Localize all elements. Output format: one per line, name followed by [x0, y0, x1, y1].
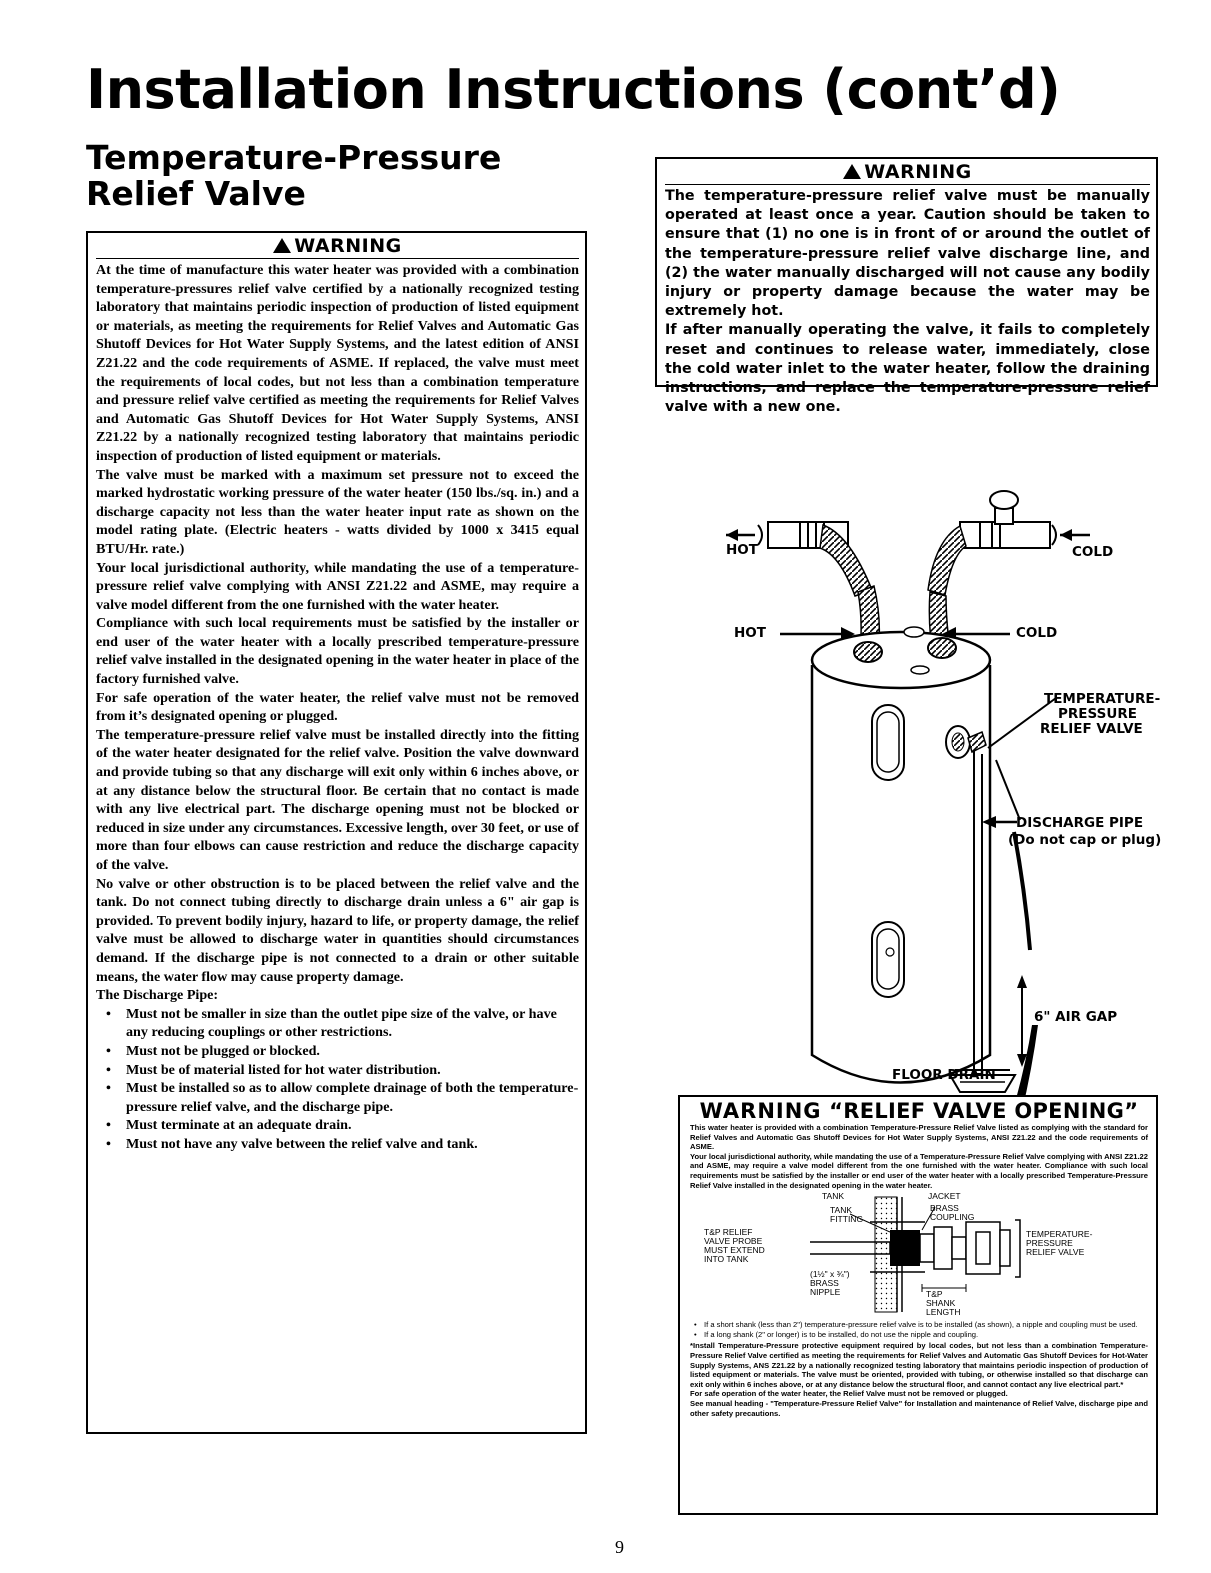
left-warning-paragraph: Compliance with such local requirements must be satisfied by the installer or end user of the water heater with a locally prescribed temperature-pressure relief valve installed in the designated opening in the water heater in place of the factory furnished valve.	[96, 615, 579, 688]
fig-label-jacket: JACKET	[928, 1191, 961, 1202]
fig-label-tp-valve: TEMPERATURE- PRESSURE RELIEF VALVE	[1026, 1229, 1093, 1258]
left-warning-heading: WARNING	[294, 235, 402, 257]
fig-label-brass-nipple: (1½" x ¾") BRASS NIPPLE	[810, 1269, 850, 1298]
fig-label-tank-fitting: TANK FITTING	[830, 1205, 864, 1225]
right-warning-box	[655, 157, 1158, 416]
relief-panel-bullets	[690, 1320, 1148, 1339]
right-warning-body	[665, 185, 1150, 417]
relief-panel-heading-warning: WARNING	[699, 1099, 822, 1123]
label-cold-top: COLD	[1072, 544, 1114, 560]
label-tp-valve-line3: RELIEF VALVE	[1040, 721, 1143, 737]
relief-panel-heading-text: “RELIEF VALVE OPENING”	[829, 1099, 1139, 1123]
list-item: • Must not be plugged or blocked.	[96, 1042, 579, 1061]
left-warning-header	[96, 233, 579, 259]
list-item: • If a short shank (less than 2") temperature-pressure relief valve is to be installed (as shown), a nipple and coupling must be used.	[690, 1320, 1148, 1330]
list-item: • Must not have any valve between the relief valve and tank.	[96, 1135, 579, 1154]
discharge-pipe-list	[96, 1005, 579, 1154]
label-hot-top: HOT	[726, 542, 758, 558]
label-floor-drain: FLOOR DRAIN	[892, 1067, 996, 1083]
relief-valve-opening-panel	[678, 1095, 1158, 1515]
warning-triangle-icon	[273, 238, 291, 253]
left-warning-paragraph: No valve or other obstruction is to be placed between the relief valve and the tank. Do not connect tubing directly to discharge drain unless a 6" air gap is provided. To prevent bodily injury, hazard to life, or property damage, the relief valve must be allowed to discharge water in quantities should circumstances demand. If the discharge pipe is not connected to a drain or other suitable means, the water flow may cause property damage.	[96, 875, 579, 985]
label-cold: COLD	[1016, 625, 1058, 641]
fig-label-tank: TANK	[822, 1191, 845, 1202]
list-item: • Must be of material listed for hot water distribution.	[96, 1061, 579, 1080]
left-warning-paragraph: For safe operation of the water heater, the relief valve must not be removed from it’s designated opening or plugged.	[96, 689, 579, 725]
relief-panel-footer: See manual heading - "Temperature-Pressure Relief Valve" for Installation and maintenance of Relief Valve, discharge pipe and other safety precautions.	[690, 1398, 1148, 1418]
right-warning-paragraph: The temperature-pressure relief valve must be manually operated at least once a year. Caution should be taken to ensure that (1) no one is in front of or around the outlet of the temperature-pressure relief valve discharge line, and (2) the water manually discharged will not cause any bodily injury or property damage because the water may be extremely hot.	[665, 188, 1150, 320]
left-warning-paragraph: The temperature-pressure relief valve must be installed directly into the fitting of the water heater designated for the relief valve. Position the valve downward and provide tubing so that any discharge will exit only within 6 inches above, or at any distance below the structural floor. Be certain that no contact is made with any live electrical part. The discharge opening must not be blocked or reduced in size under any circumstances. Excessive length, over 30 feet, or use of more than four elbows can cause restriction and reduce the discharge capacity of the valve.	[96, 726, 579, 873]
relief-panel-intro: Your local jurisdictional authority, while mandating the use of a Temperature-Pressure Relief Valve complying with ANSI Z21.22 and ASME, may require a valve model different from the one furnished with the water heater. Compliance with such local requirements must be satisfied by the installer or end user of the water heater with a locally prescribed Temperature-Pressure Relief Valve installed in the designated opening in the water heater.	[690, 1151, 1148, 1190]
list-item: • If a long shank (2" or longer) is to be installed, do not use the nipple and coupling.	[690, 1330, 1148, 1340]
label-tp-valve-line1: TEMPERATURE-	[1044, 691, 1161, 707]
list-item: • Must be installed so as to allow complete drainage of both the temperature-pressure relief valve, and the discharge pipe.	[96, 1079, 579, 1116]
label-hot: HOT	[734, 625, 766, 641]
section-title: Temperature-Pressure Relief Valve	[86, 138, 502, 213]
discharge-pipe-title: The Discharge Pipe:	[96, 987, 219, 1004]
fig-label-brass-coupling: BRASS COUPLING	[930, 1203, 975, 1223]
left-warning-paragraph: The valve must be marked with a maximum set pressure not to exceed the marked hydrostatic working pressure of the water heater (150 lbs./sq. in.) and a discharge capacity not less than the water heater input rate as shown on the model rating plate. (Electric heaters - watts divided by 1000 x 3415 equal BTU/Hr. rate.)	[96, 466, 579, 557]
left-warning-paragraph: Your local jurisdictional authority, while mandating the use of a temperature-pressure relief valve complying with ANSI Z21.22 and ASME, may require a valve model different from the one furnished with the water heater.	[96, 559, 579, 613]
water-heater-diagram	[660, 470, 1180, 1115]
relief-panel-footer: For safe operation of the water heater, the Relief Valve must not be removed or plugged.	[690, 1389, 1008, 1399]
right-warning-heading: WARNING	[864, 161, 972, 183]
page-title: Installation Instructions (cont’d)	[86, 58, 1061, 121]
left-warning-box	[86, 231, 587, 1434]
fig-label-tp-probe: T&P RELIEF VALVE PROBE MUST EXTEND INTO TANK	[704, 1227, 765, 1265]
label-discharge-pipe: DISCHARGE PIPE	[1016, 815, 1144, 831]
list-item: • Must not be smaller in size than the outlet pipe size of the valve, or have any reducing couplings or other restrictions.	[96, 1005, 579, 1042]
label-tp-valve-line2: PRESSURE	[1058, 706, 1137, 722]
label-air-gap: 6" AIR GAP	[1034, 1009, 1118, 1025]
left-warning-body	[96, 259, 579, 1154]
valve-fitting-figure	[690, 1190, 1150, 1318]
relief-panel-intro: This water heater is provided with a combination Temperature-Pressure Relief Valve listed as complying with the standard for Relief Valves and Automatic Gas Shutoff Devices for Hot Water Supply Systems, ANSI Z21.22 and the code requirements of ASME.	[690, 1123, 1148, 1152]
right-warning-paragraph: If after manually operating the valve, it fails to completely reset and continues to release water, immediately, close the cold water inlet to the water heater, follow the draining instructions, and replace the temperature-pressure relief valve with a new one.	[665, 322, 1150, 416]
relief-panel-heading	[690, 1099, 1148, 1123]
label-discharge-note: (Do not cap or plug)	[1008, 832, 1162, 848]
warning-triangle-icon	[843, 164, 861, 179]
list-item: • Must terminate at an adequate drain.	[96, 1116, 579, 1135]
fig-label-tp-shank: T&P SHANK LENGTH	[926, 1289, 961, 1318]
page-number: 9	[615, 1537, 624, 1557]
left-warning-paragraph: At the time of manufacture this water heater was provided with a combination temperature-pressures relief valve certified by a nationally recognized testing laboratory that maintains periodic inspection of production of listed equipment or materials, as meeting the requirements for Relief Valves and Automatic Gas Shutoff Devices for Hot Water Supply Systems, and the latest edition of ANSI Z21.22 and the code requirements of ASME. If replaced, the valve must meet the requirements of local codes, but not less than a combination temperature and pressure relief valve certified as meeting the requirements for Relief Valves and Automatic Gas Shutoff Devices for Hot Water Supply Systems, ANSI Z21.22 by a nationally recognized testing laboratory that maintains periodic inspection of production of listed equipment or materials.	[96, 262, 579, 464]
relief-panel-footer: *Install Temperature-Pressure protective equipment required by local codes, but not less than a combination Temperature-Pressure Relief Valve certified as meeting the requirements for Relief Valves and Automatic Gas Shutoff Devices for Hot-Water Supply Systems, ANS Z21.22 by a nationally recognized testing laboratory that maintains periodic inspection of production of listed equipment or materials. The valve must be oriented, provided with tubing, or otherwise installed so that discharge can exit only within 6 inches above, or at any distance below the structural floor, and cannot contact any live electrical part.*	[690, 1341, 1148, 1389]
right-warning-header	[665, 159, 1150, 185]
